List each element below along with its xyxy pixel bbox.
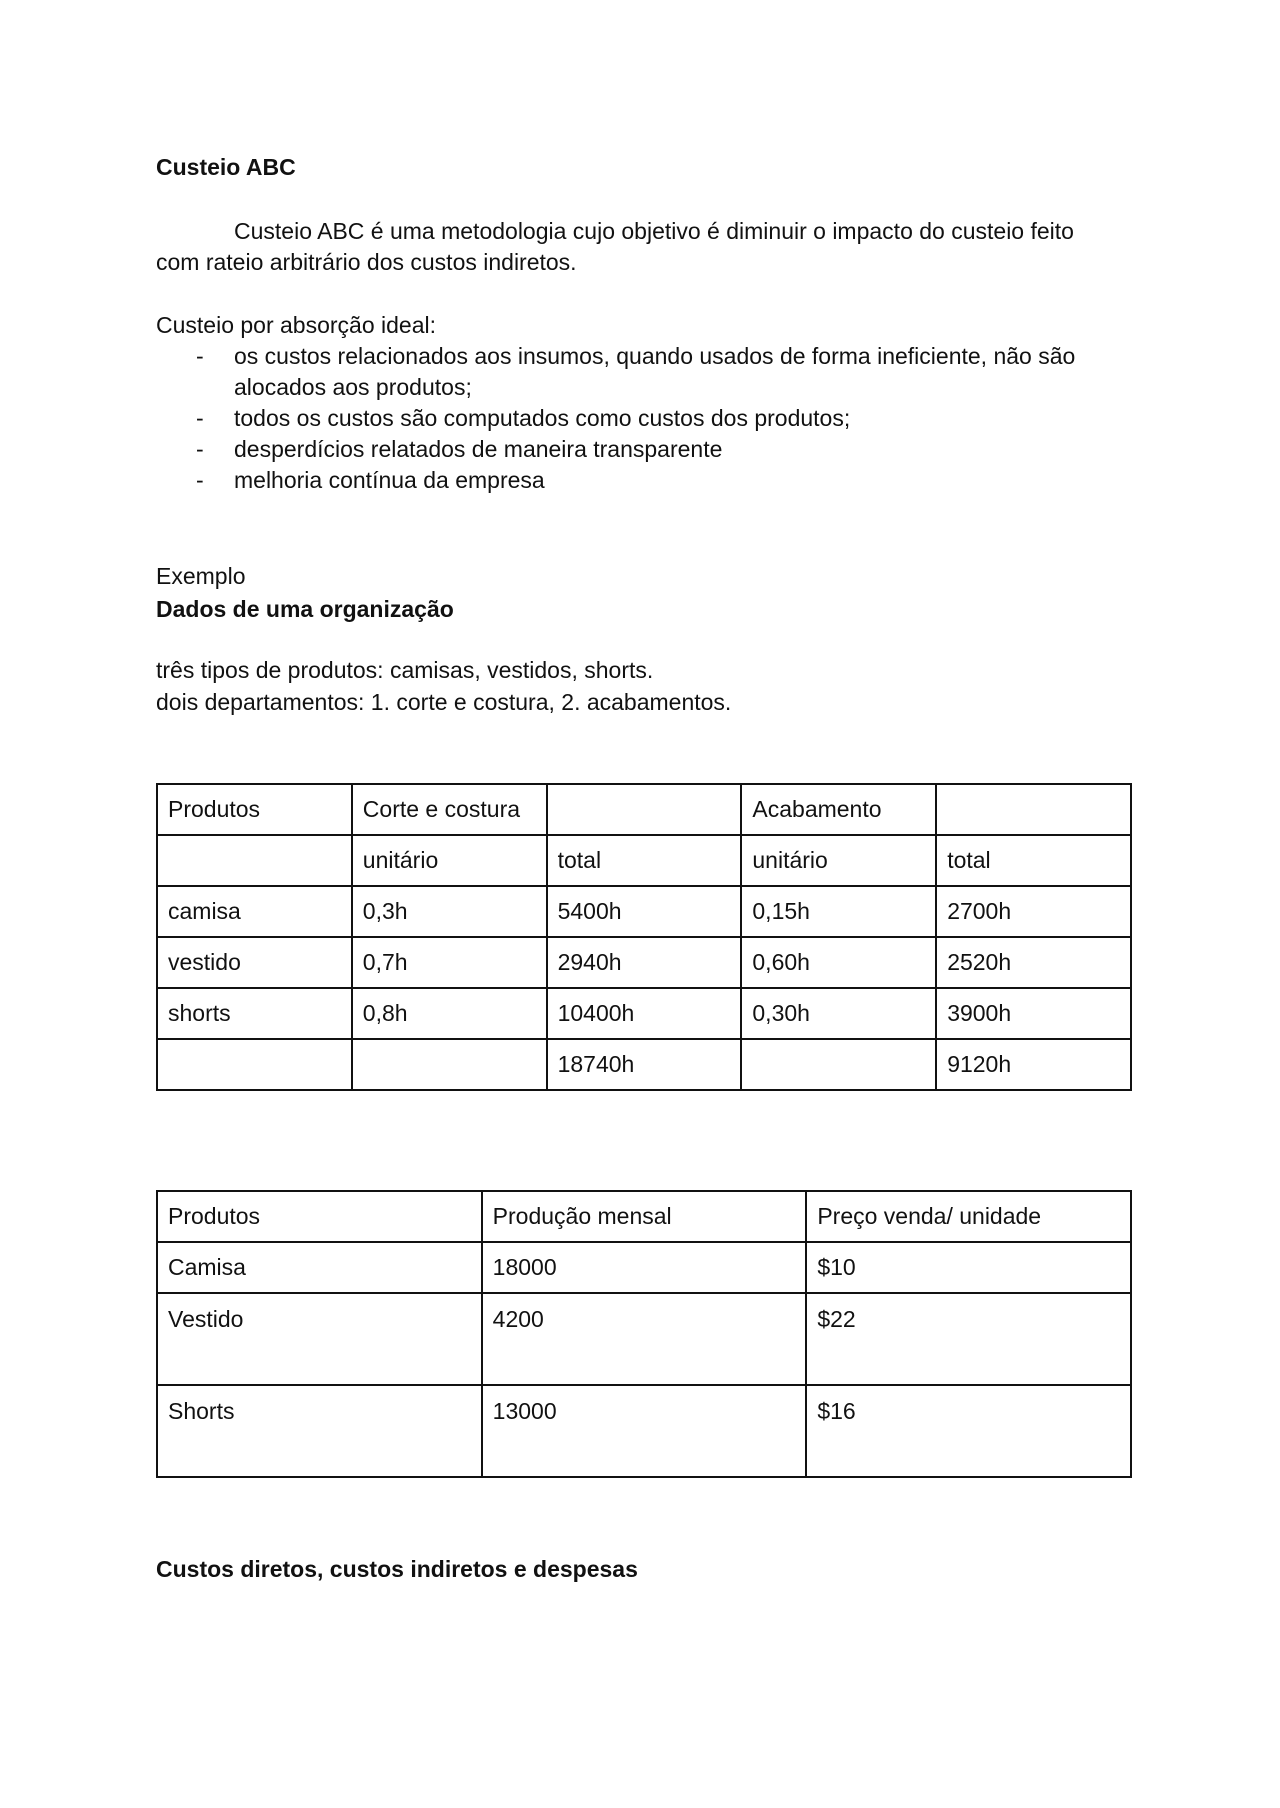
table-cell: 0,8h (352, 988, 547, 1039)
table-row (157, 886, 1131, 937)
table-row (157, 1039, 1131, 1090)
table-cell: unitário (352, 835, 547, 886)
table-cell (547, 784, 742, 835)
table-cell: Produtos (157, 1191, 482, 1242)
absorcao-list (196, 341, 1132, 496)
list-item (196, 403, 1132, 434)
table-row (157, 1293, 1131, 1385)
table-cell: 10400h (547, 988, 742, 1039)
table-cell: 0,15h (741, 886, 936, 937)
table-cell: vestido (157, 937, 352, 988)
departamentos-line: dois departamentos: 1. corte e costura, 2. acabamentos. (156, 689, 732, 715)
table-cell: Shorts (157, 1385, 482, 1477)
table-cell (157, 835, 352, 886)
bullet-dash: - (196, 436, 204, 462)
table-row (157, 1191, 1131, 1242)
table-cell: 18000 (482, 1242, 807, 1293)
table-row (157, 1242, 1131, 1293)
table-row (157, 988, 1131, 1039)
table-cell: Vestido (157, 1293, 482, 1385)
table-cell: 2520h (936, 937, 1131, 988)
table-cell: Produção mensal (482, 1191, 807, 1242)
intro-line-2: com rateio arbitrário dos custos indiretos. (156, 249, 577, 275)
table-cell: 18740h (547, 1039, 742, 1090)
table-cell (352, 1039, 547, 1090)
list-item-text: todos os custos são computados como custos dos produtos; (234, 405, 851, 431)
absorcao-heading: Custeio por absorção ideal: (156, 312, 436, 338)
exemplo-label: Exemplo (156, 563, 246, 589)
table-cell: total (936, 835, 1131, 886)
list-item-text: desperdícios relatados de maneira transparente (234, 436, 723, 462)
table-cell: 0,7h (352, 937, 547, 988)
table-cell: 3900h (936, 988, 1131, 1039)
list-item (196, 341, 1132, 403)
list-item (196, 465, 1132, 496)
table-cell: 2940h (547, 937, 742, 988)
table-cell: 2700h (936, 886, 1131, 937)
table-cell: $10 (806, 1242, 1131, 1293)
table-cell: Acabamento (741, 784, 936, 835)
bullet-dash: - (196, 405, 204, 431)
table-cell (157, 1039, 352, 1090)
table-cell: shorts (157, 988, 352, 1039)
table-cell: 0,3h (352, 886, 547, 937)
list-item (196, 434, 1132, 465)
table-cell: Preço venda/ unidade (806, 1191, 1131, 1242)
table-cell: Camisa (157, 1242, 482, 1293)
table-cell: $16 (806, 1385, 1131, 1477)
table-cell: 0,30h (741, 988, 936, 1039)
dados-heading: Dados de uma organização (156, 596, 454, 622)
table-cell: camisa (157, 886, 352, 937)
table-row (157, 784, 1131, 835)
table-cell: $22 (806, 1293, 1131, 1385)
table-cell: 5400h (547, 886, 742, 937)
hours-table (156, 783, 1132, 1091)
table-cell: total (547, 835, 742, 886)
table-cell: Corte e costura (352, 784, 547, 835)
table-row (157, 937, 1131, 988)
table-cell (936, 784, 1131, 835)
bullet-dash: - (196, 343, 204, 369)
document-title: Custeio ABC (156, 154, 296, 180)
custos-heading: Custos diretos, custos indiretos e despesas (156, 1556, 638, 1582)
table-cell: 9120h (936, 1039, 1131, 1090)
table-row (157, 1385, 1131, 1477)
production-table (156, 1190, 1132, 1478)
intro-line-1: Custeio ABC é uma metodologia cujo objetivo é diminuir o impacto do custeio feito (234, 218, 1074, 244)
table-cell: 0,60h (741, 937, 936, 988)
list-item-text: melhoria contínua da empresa (234, 467, 545, 493)
bullet-dash: - (196, 467, 204, 493)
table-cell: unitário (741, 835, 936, 886)
list-item-text: os custos relacionados aos insumos, quando usados de forma ineficiente, não são alocados aos produtos; (234, 343, 1076, 400)
table-cell: Produtos (157, 784, 352, 835)
table-cell: 4200 (482, 1293, 807, 1385)
table-cell: 13000 (482, 1385, 807, 1477)
table-cell (741, 1039, 936, 1090)
table-row (157, 835, 1131, 886)
tipos-line: três tipos de produtos: camisas, vestidos, shorts. (156, 657, 654, 683)
intro-paragraph (156, 216, 1132, 278)
